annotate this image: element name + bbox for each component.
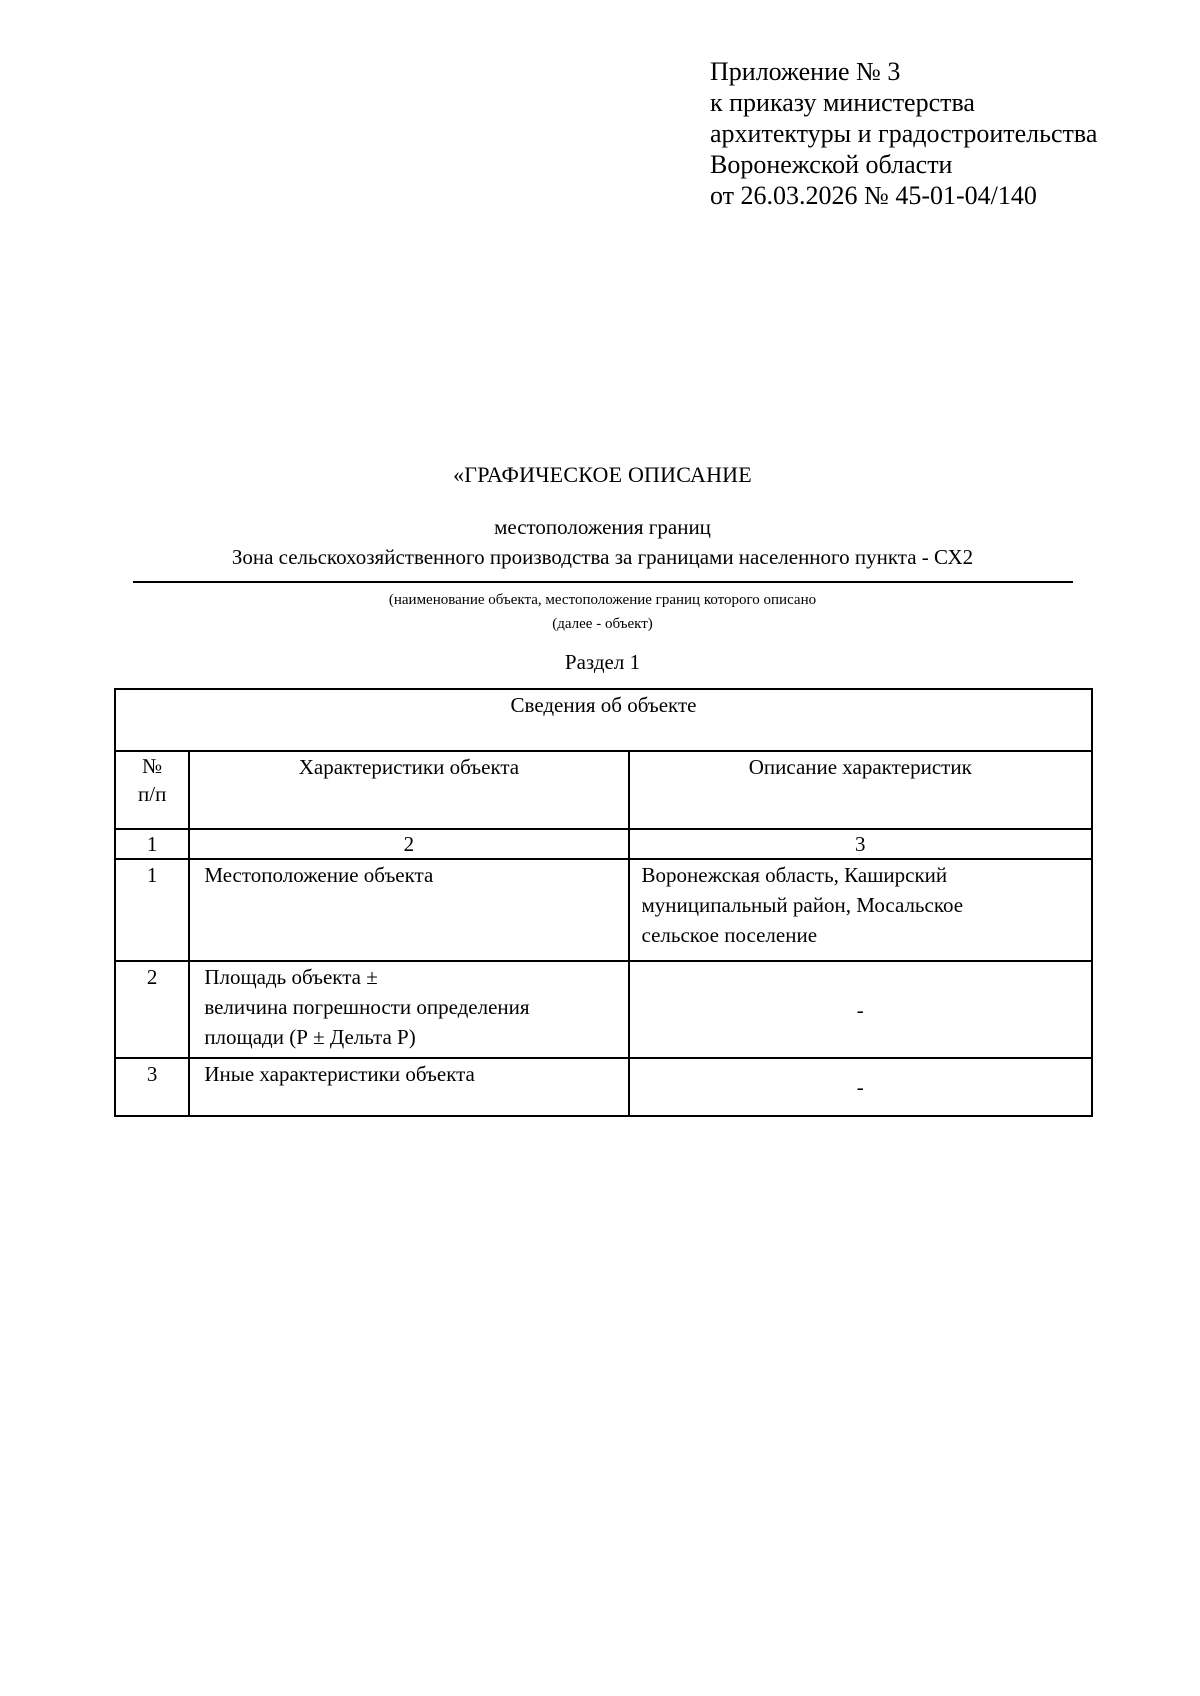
- characteristic-line: Площадь объекта ±: [204, 965, 378, 989]
- table-row: [115, 1058, 1092, 1116]
- column-number: 2: [189, 829, 628, 859]
- row-characteristic: [189, 961, 628, 1058]
- description-line: муниципальный район, Мосальское: [641, 893, 964, 917]
- column-header-row: [115, 751, 1092, 829]
- num-label: п/п: [138, 782, 167, 806]
- appendix-line: Приложение № 3: [710, 57, 901, 86]
- characteristic-line: величина погрешности определения: [204, 995, 530, 1019]
- object-name: Зона сельскохозяйственного производства за границами населенного пункта - СХ2: [231, 545, 974, 569]
- table-heading-row: [115, 689, 1092, 751]
- table-row: [115, 961, 1092, 1058]
- row-number: 2: [115, 961, 189, 1058]
- appendix-block: [710, 56, 1097, 211]
- column-header-description: Описание характеристик: [629, 751, 1092, 829]
- column-number: 3: [629, 829, 1092, 859]
- appendix-line: Воронежской области: [710, 150, 953, 179]
- row-characteristic: Иные характеристики объекта: [189, 1058, 628, 1116]
- object-info-table: [114, 688, 1093, 1117]
- row-number: 1: [115, 859, 189, 961]
- characteristic-line: площади (Р ± Дельта Р): [204, 1025, 416, 1049]
- row-description: -: [629, 1058, 1092, 1116]
- column-header-characteristics: Характеристики объекта: [189, 751, 628, 829]
- document-subtitle: [130, 512, 1075, 572]
- object-caption: [130, 588, 1075, 636]
- row-description: -: [629, 961, 1092, 1058]
- row-characteristic: Местоположение объекта: [189, 859, 628, 961]
- description-line: Воронежская область, Каширский: [641, 863, 948, 887]
- appendix-line: архитектуры и градостроительства: [710, 119, 1098, 148]
- document-title: «ГРАФИЧЕСКОЕ ОПИСАНИЕ: [453, 462, 752, 487]
- caption-line: (наименование объекта, местоположение границ которого описано: [388, 592, 817, 608]
- column-header-num: [115, 751, 189, 829]
- num-label: №: [142, 754, 163, 778]
- appendix-line: к приказу министерства: [710, 88, 975, 117]
- subtitle-line: местоположения границ: [494, 515, 711, 539]
- underline-rule: [133, 581, 1073, 583]
- column-number-row: [115, 829, 1092, 859]
- caption-line: (далее - объект): [552, 616, 653, 632]
- description-line: сельское поселение: [641, 923, 818, 947]
- appendix-line: от 26.03.2026 № 45-01-04/140: [710, 181, 1037, 210]
- section-title: Раздел 1: [564, 650, 641, 674]
- row-number: 3: [115, 1058, 189, 1116]
- table-row: [115, 859, 1092, 961]
- table-heading: Сведения об объекте: [115, 689, 1092, 751]
- column-number: 1: [115, 829, 189, 859]
- row-description: [629, 859, 1092, 961]
